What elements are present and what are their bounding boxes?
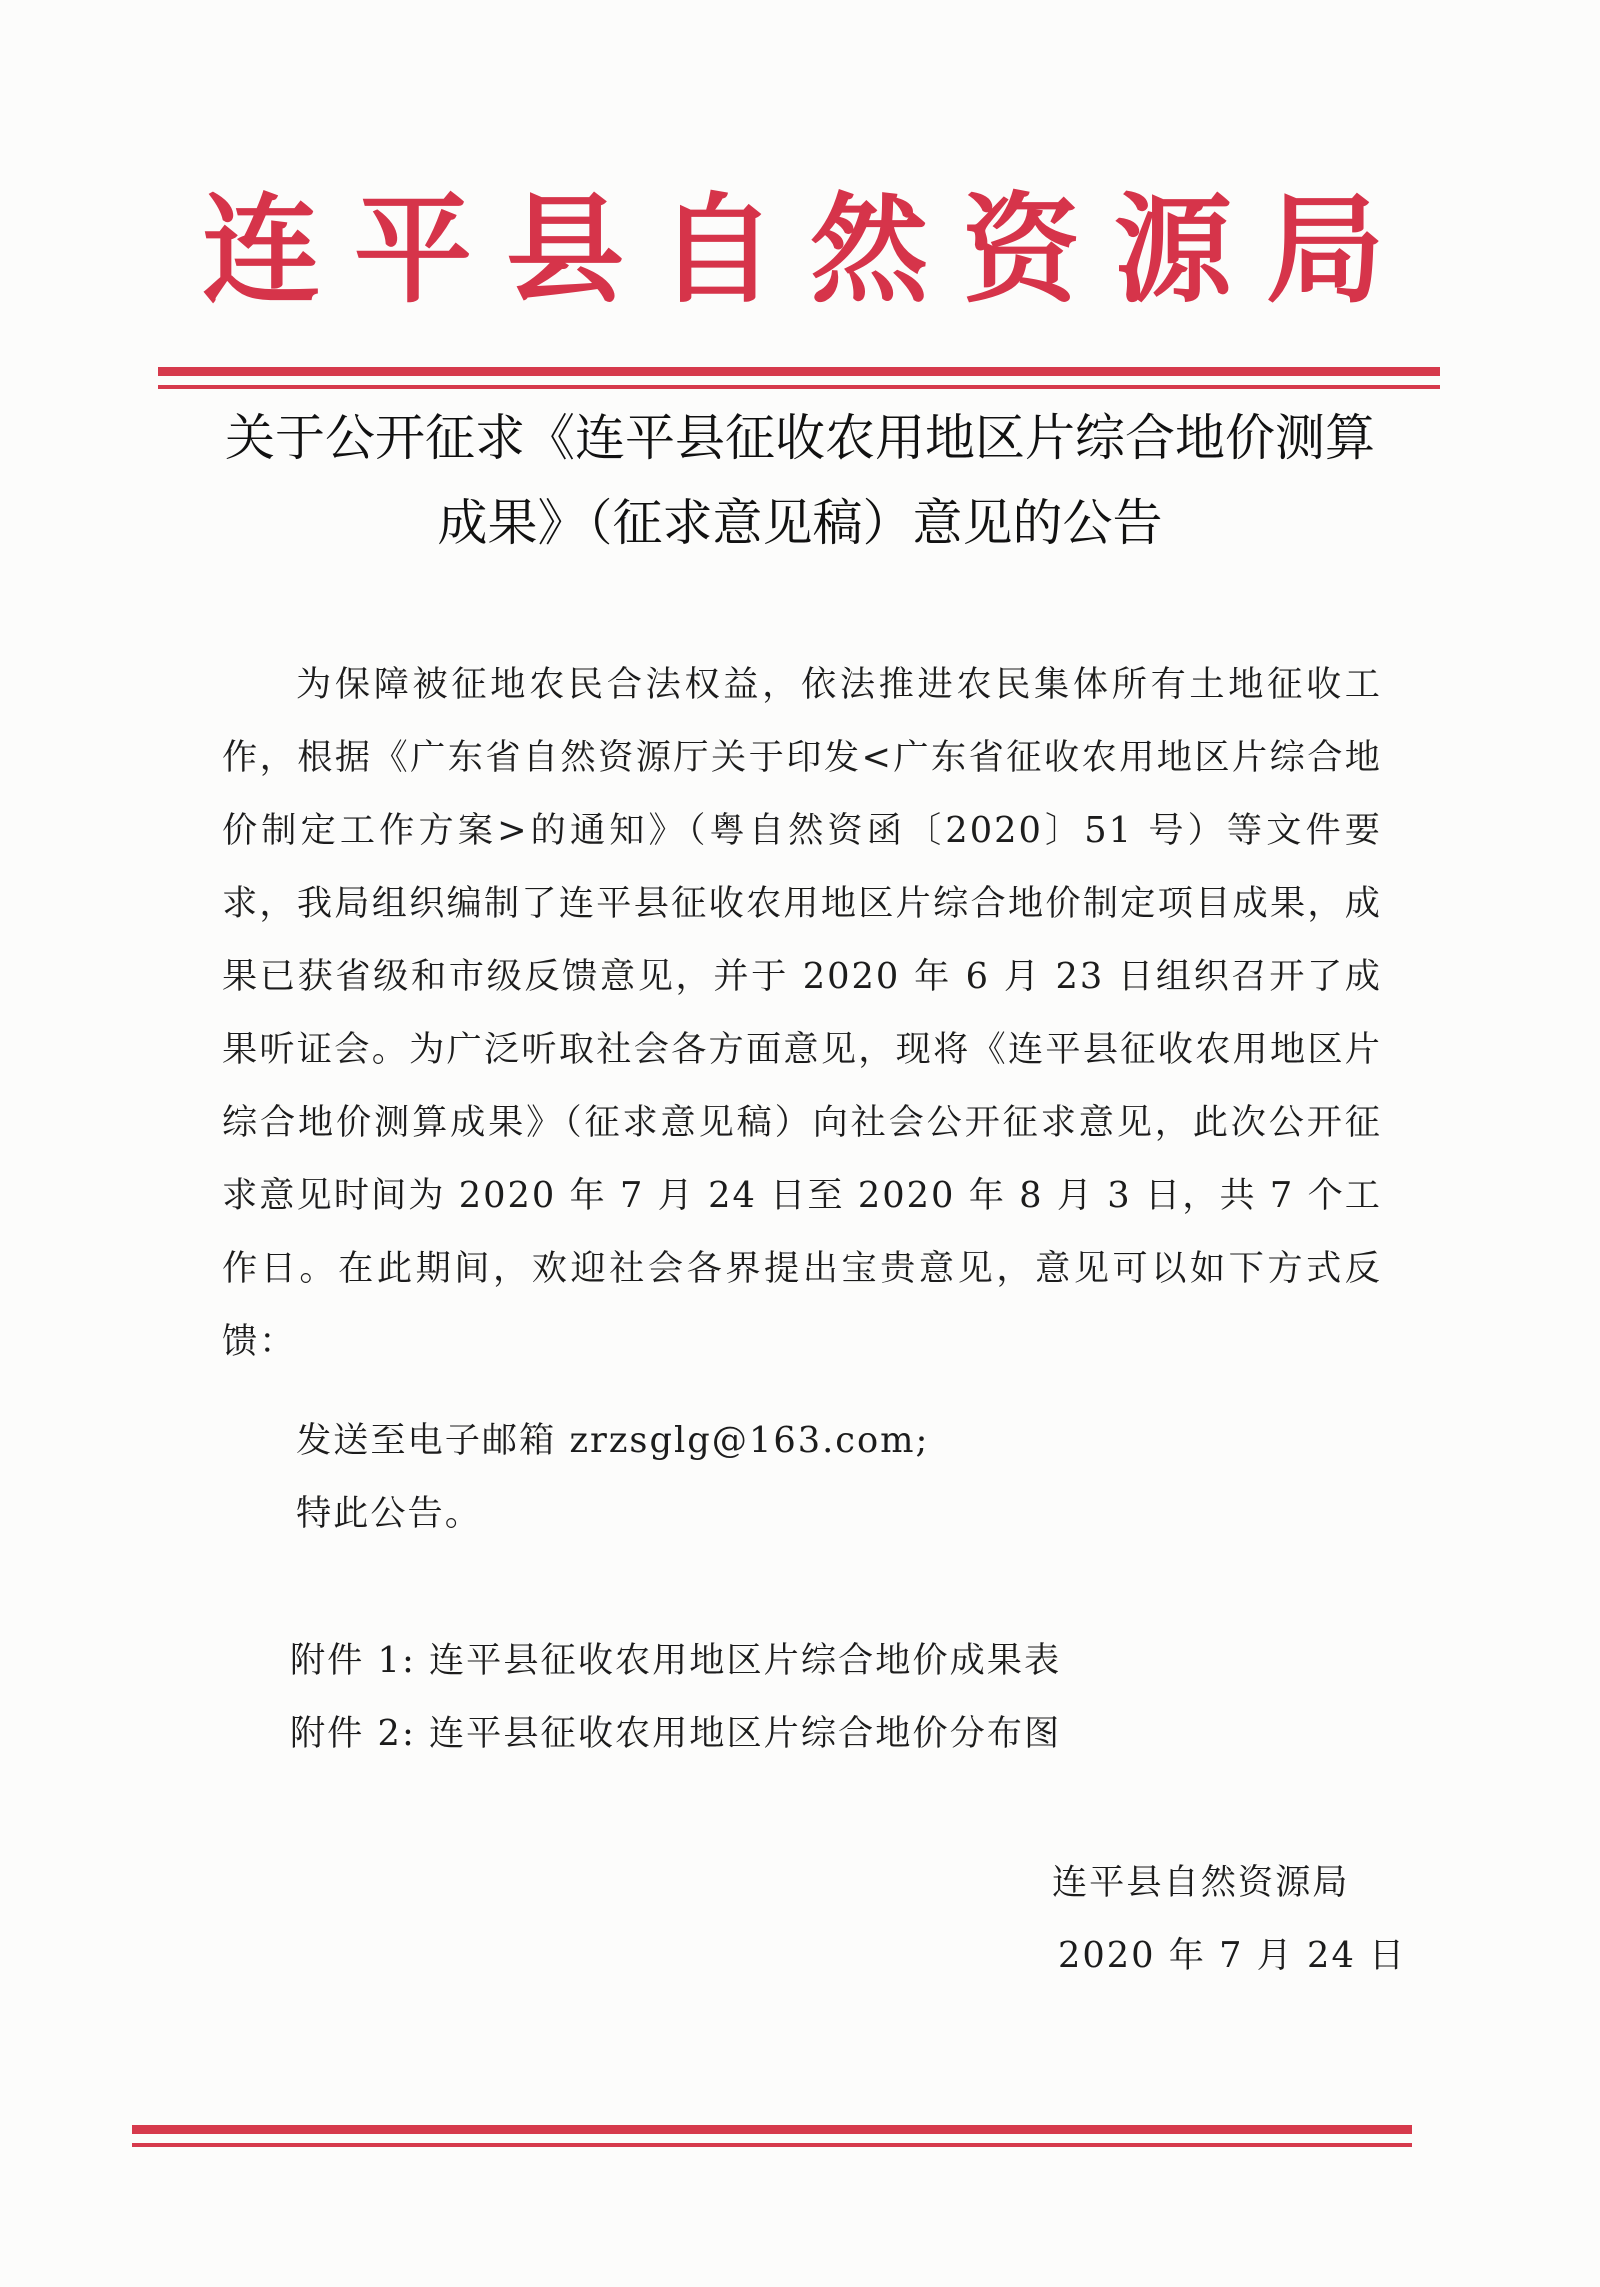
feedback-email-line: 发送至电子邮箱 zrzsglg@163.com; bbox=[296, 1420, 930, 1461]
attachment-1: 附件 1: 连平县征收农用地区片综合地价成果表 bbox=[290, 1640, 1062, 1681]
notice-title-line-1: 关于公开征求《连平县征收农用地区片综合地价测算 bbox=[225, 409, 1375, 467]
notice-body-paragraph: 为保障被征地农民合法权益，依法推进农民集体所有土地征收工作，根据《广东省自然资源厅关于印发<广东省征收农用地区片综合地价制定工作方案>的通知》（粤自然资函〔2020〕51 号）等文件要求，我局组织编制了连平县征收农用地区片综合地价制定项目成果，成果已获省级和市级反馈意见，并于 2020 年 6 月 23 日组织召开了成果听证会。为广泛听取社会各方面意见，现将《连平县征收农用地区片综合地价测算成果》（征求意见稿）向社会公开征求意见，此次公开征求意见时间为 2020 年 7 月 24 日至 2020 年 8 月 3 日，共 7 个工作日。在此期间，欢迎社会各界提出宝贵意见，意见可以如下方式反馈： bbox=[222, 664, 1382, 1362]
signature-organization: 连平县自然资源局 bbox=[1052, 1862, 1350, 1903]
letterhead-title: 连平县自然资源局 bbox=[201, 181, 1418, 319]
closing-phrase: 特此公告。 bbox=[296, 1493, 482, 1534]
footer-rule-thin bbox=[132, 2143, 1412, 2147]
attachment-2: 附件 2: 连平县征收农用地区片综合地价分布图 bbox=[290, 1713, 1062, 1754]
signature-date: 2020 年 7 月 24 日 bbox=[1058, 1935, 1407, 1976]
notice-title-line-2: 成果》（征求意见稿）意见的公告 bbox=[437, 494, 1163, 552]
footer-rule-thick bbox=[132, 2125, 1412, 2134]
header-rule-thick bbox=[158, 367, 1440, 376]
header-rule-thin bbox=[158, 385, 1440, 389]
